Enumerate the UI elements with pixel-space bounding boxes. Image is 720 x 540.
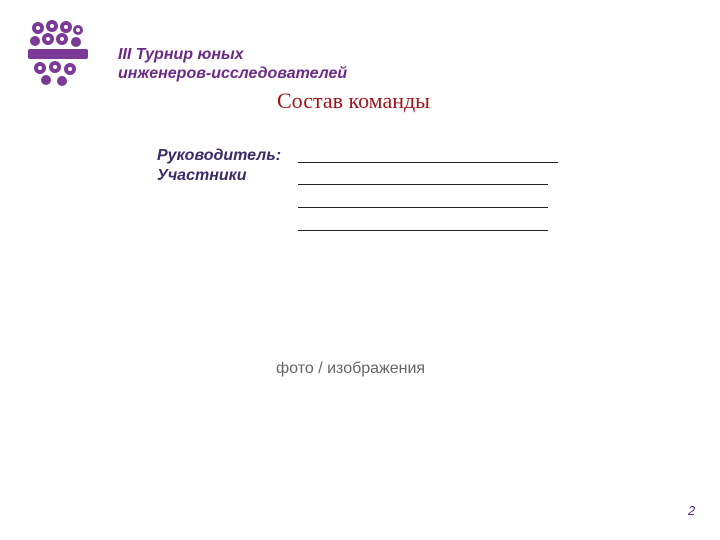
participant-blank-line-3 bbox=[298, 230, 548, 231]
participant-blank-line-1 bbox=[298, 184, 548, 185]
tournament-title-line1: III Турнир юных bbox=[118, 46, 244, 63]
slide-title: Состав команды bbox=[277, 88, 430, 113]
logo bbox=[26, 18, 90, 88]
tournament-title bbox=[118, 45, 347, 83]
leader-blank-line bbox=[298, 162, 558, 163]
participants-label: Участники bbox=[157, 167, 247, 184]
tournament-title-line2: инженеров-исследователей bbox=[118, 65, 348, 82]
gears-logo-icon bbox=[26, 18, 90, 88]
page-number: 2 bbox=[688, 503, 696, 518]
participant-blank-line-2 bbox=[298, 207, 548, 208]
leader-label: Руководитель: bbox=[157, 147, 282, 164]
photo-placeholder: фото / изображения bbox=[276, 360, 426, 377]
